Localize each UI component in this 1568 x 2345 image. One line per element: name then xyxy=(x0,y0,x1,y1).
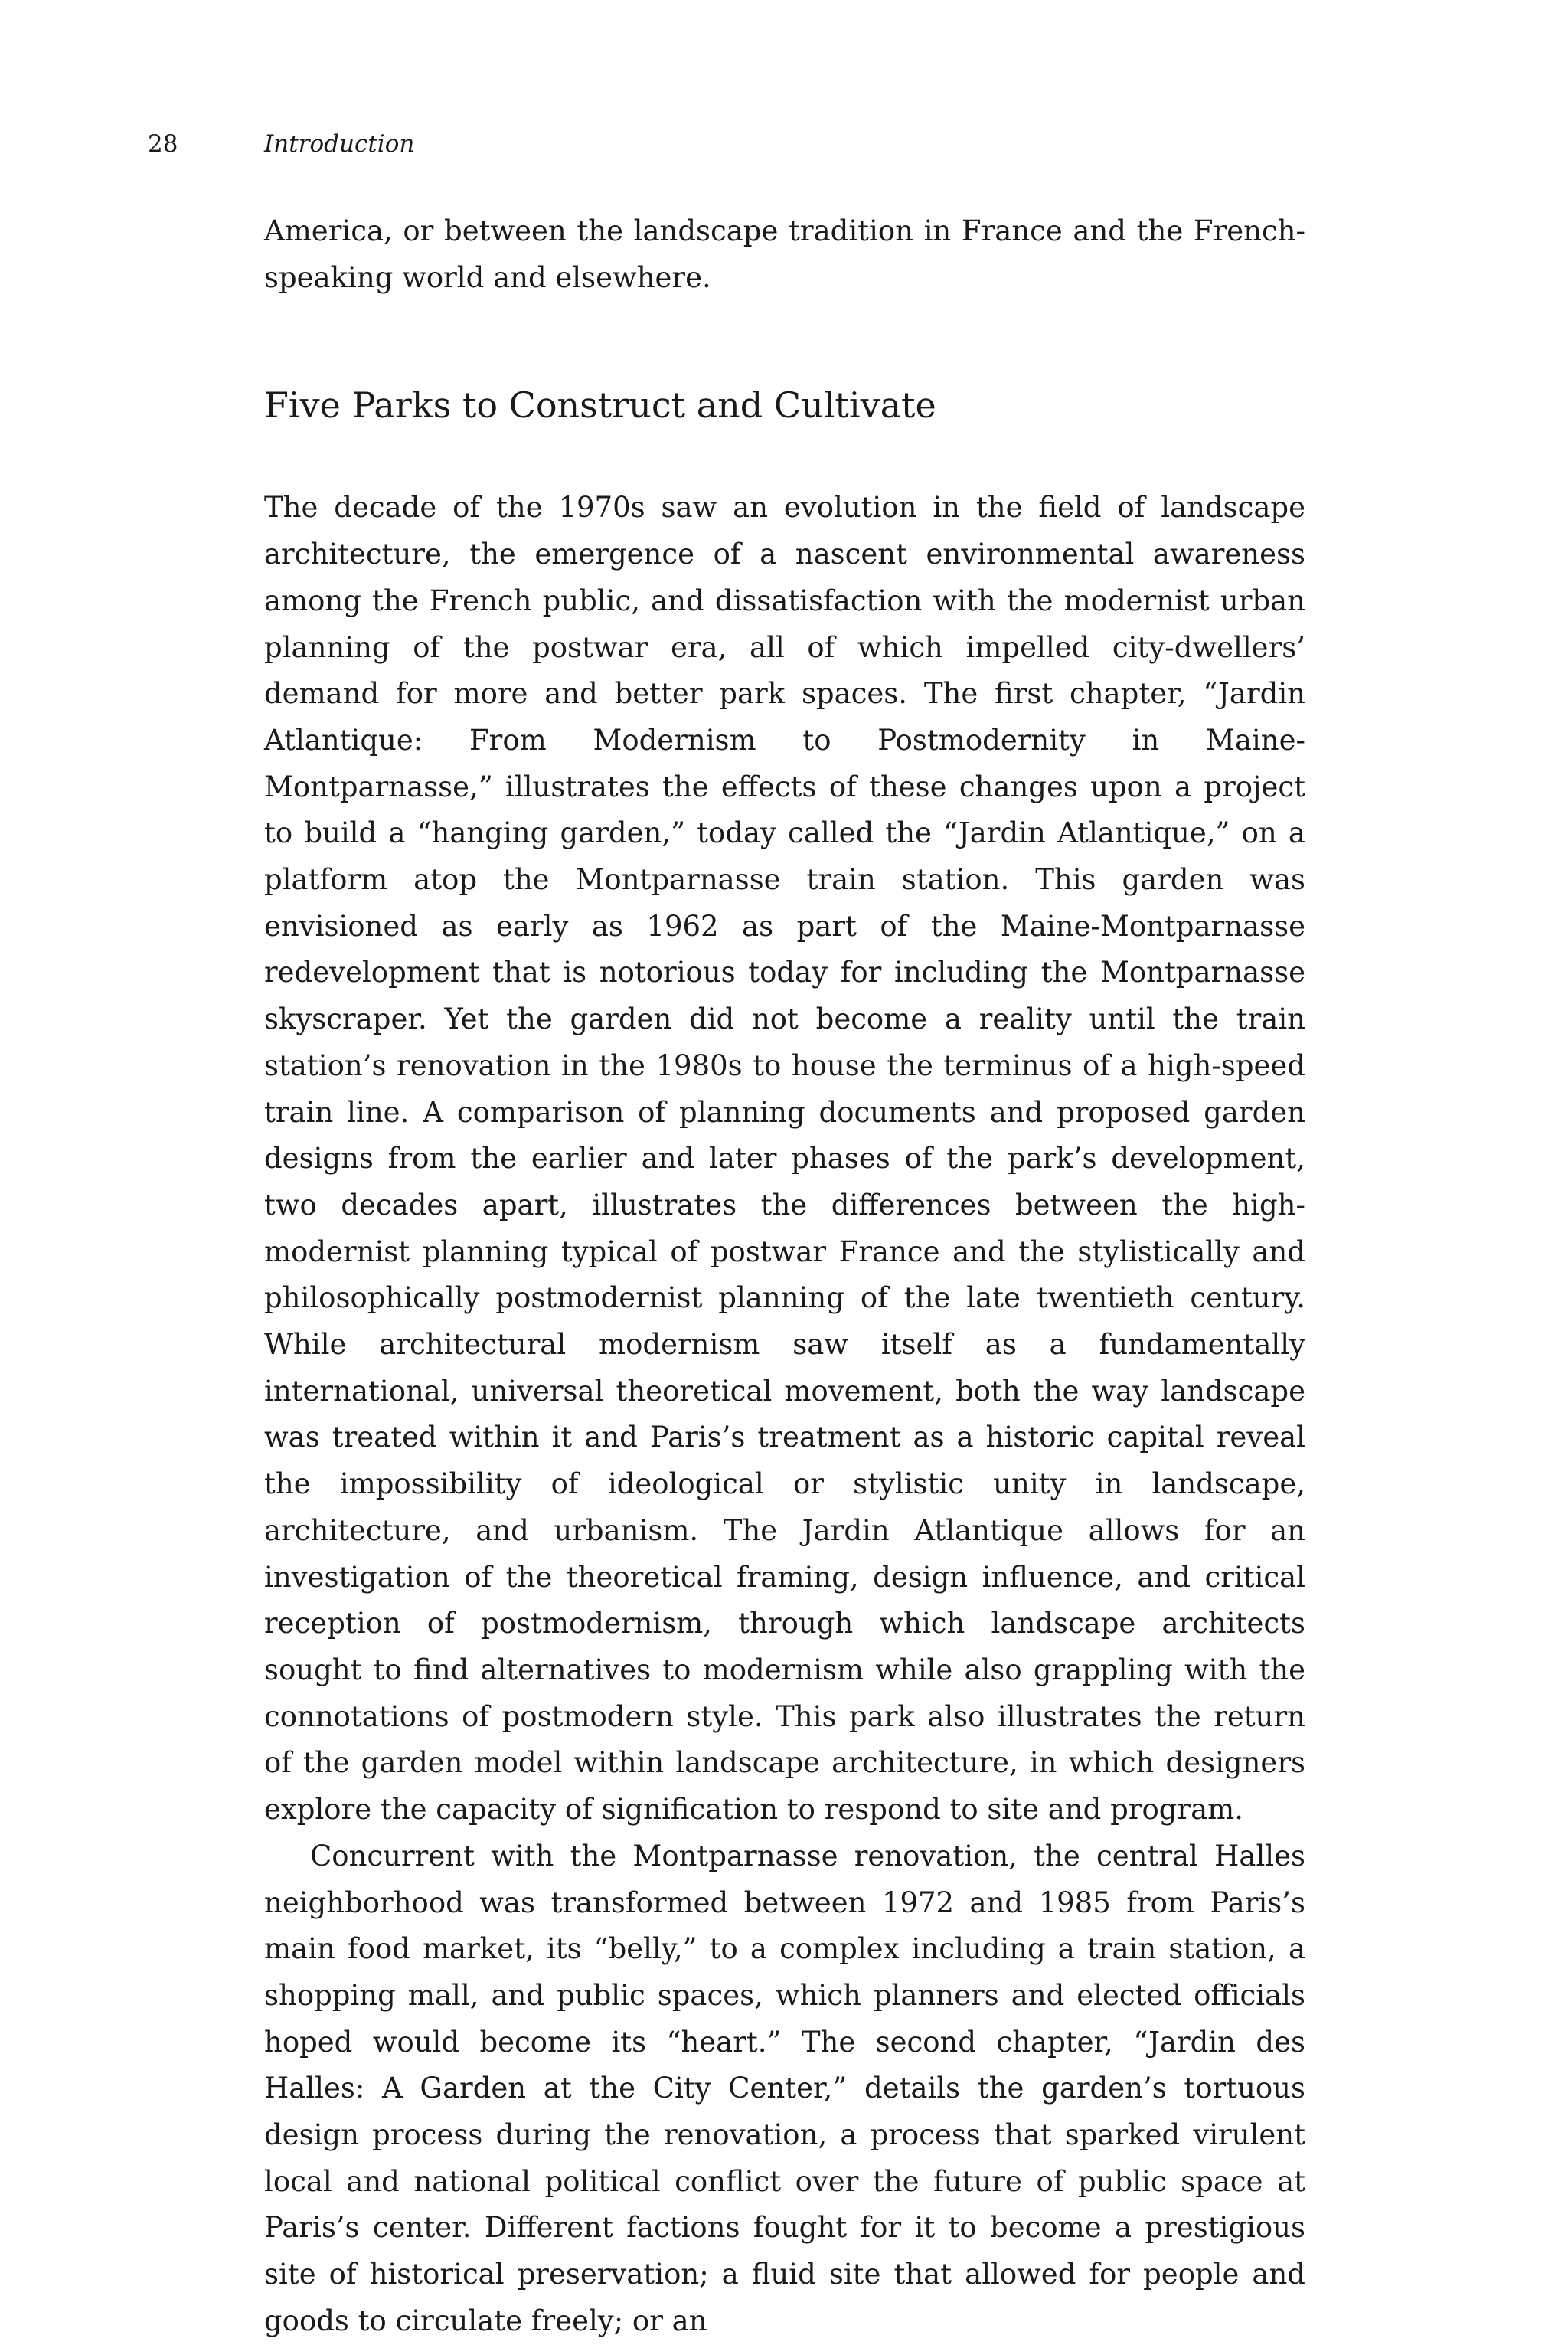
paragraph-2: Concurrent with the Montparnasse renovation, the central Halles neighborhood was transformed between 1972 and 1985 from Paris’s main food market, its “belly,” to a complex including a train station, a shopping mall, and public spaces, which planners and elected officials hoped would become its “heart.” The second chapter, “Jardin des Halles: A Garden at the City Center,” details the garden’s tortuous design process during the renovation, a process that sparked virulent local and national political conflict over the future of public space at Paris’s center. Different factions fought for it to become a prestigious site of historical preservation; a fluid site that allowed for people and goods to circulate freely; or an xyxy=(264,1839,1305,2337)
running-head xyxy=(148,129,1342,159)
section-heading: Five Parks to Construct and Cultivate xyxy=(264,384,936,427)
running-head-section: Introduction xyxy=(264,130,415,158)
paragraph-1: The decade of the 1970s saw an evolution in the field of landscape architecture, the emergence of a nascent environmental awareness among the French public, and dissatisfaction with the modernist urban planning of the postwar era, all of which impelled city-dwellers’ demand for more and better park spaces. The first chapter, “Jardin Atlantique: From Modernism to Postmodernity in Maine-Montparnasse,” illustrates the effects of these changes upon a project to build a “hanging garden,” today called the “Jardin Atlantique,” on a platform atop the Montparnasse train station. This garden was envisioned as early as 1962 as part of the Maine-Montparnasse redevelopment that is notorious today for including the Montparnasse skyscraper. Yet the garden did not become a reality until the train station’s renovation in the 1980s to house the terminus of a high-speed train line. A comparison of planning documents and proposed garden designs from the earlier and later phases of the park’s development, two decades apart, illustrates the differences between the high-modernist planning typical of postwar France and the stylistically and philosophically postmodernist planning of the late twentieth century. While architectural modernism saw itself as a fundamentally international, universal theoretical movement, both the way landscape was treated within it and Paris’s treatment as a historic capital reveal the impossibility of ideological or stylistic unity in landscape, architecture, and urbanism. The Jardin Atlantique allows for an investigation of the theoretical framing, design influence, and critical reception of postmodernism, through which landscape architects sought to find alternatives to modernism while also grappling with the connotations of postmodern style. This park also illustrates the return of the garden model within landscape architecture, in which designers explore the capacity of signification to respond to site and program. xyxy=(264,491,1305,1827)
continuation-paragraph: America, or between the landscape tradition in France and the French-speaking world and elsewhere. xyxy=(264,214,1305,294)
body-text xyxy=(264,208,1305,2345)
page-number: 28 xyxy=(148,130,178,158)
